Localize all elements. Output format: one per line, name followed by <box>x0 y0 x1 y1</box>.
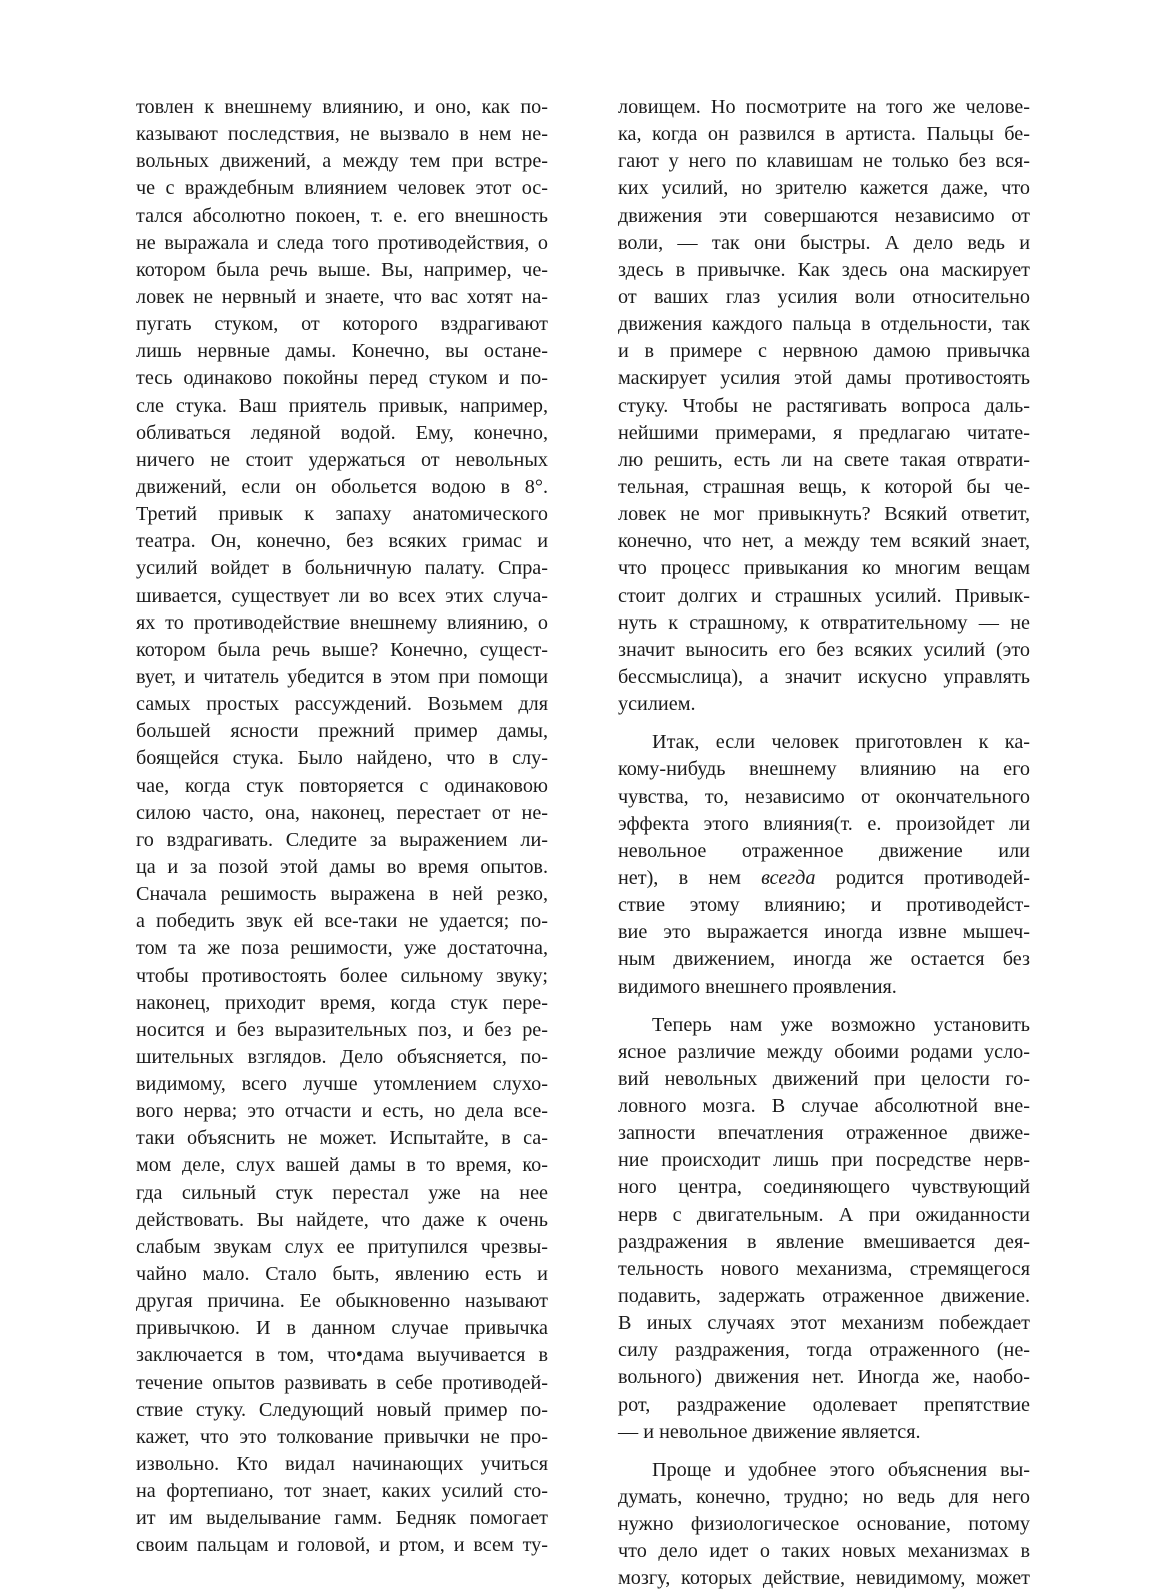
text-line: В иных случаях этот механизм побеждает <box>618 1312 1030 1335</box>
text-line: слабым звукам слух ее притупился чрезвы- <box>136 1235 548 1258</box>
text-line: маскирует усилия этой дамы противостоять <box>618 367 1030 390</box>
text-line: своим пальцам и головой, и ртом, и всем ту- <box>136 1534 548 1557</box>
text-line: го вздрагивать. Следите за выражением ли- <box>136 828 548 851</box>
text-line: видимого внешнего проявления. <box>618 975 897 998</box>
text-line: ит им выделывание гамм. Бедняк помогает <box>136 1507 548 1530</box>
text-line: стуку. Чтобы не растягивать вопроса даль- <box>618 394 1030 417</box>
text-line: думать, конечно, трудно; но ведь для него <box>618 1486 1030 1509</box>
text-line: вольных движений, а между тем при встре- <box>136 150 548 173</box>
text-line: Проще и удобнее этого объяснения вы- <box>652 1458 1030 1481</box>
text-line: Третий привык к запаху анатомического <box>136 503 548 526</box>
paragraph-2 <box>618 729 1030 1000</box>
text-line: наконец, приходит время, когда стук пере- <box>136 991 548 1014</box>
text-line: заключается в том, что•дама выучивается в <box>136 1344 548 1367</box>
text-line: действовать. Вы найдете, что даже к очень <box>136 1208 548 1231</box>
text-line: ного центра, соединяющего чувствующий <box>618 1176 1030 1199</box>
text-line: ничего не стоит удержаться от невольных <box>136 448 548 471</box>
paragraph-1 <box>618 94 1030 718</box>
text-line: — и невольное движение является. <box>618 1420 921 1443</box>
text-line: пугать стуком, от которого вздрагивают <box>136 313 548 336</box>
text-line: раздражения в явление вмешивается дея- <box>618 1230 1030 1253</box>
text-line: вольного) движения нет. Иногда же, наобо- <box>618 1366 1030 1389</box>
text-line: нуть к страшному, к отвратительному — не <box>618 611 1030 634</box>
text-line: движения эти совершаются независимо от <box>618 204 1030 227</box>
text-fragment: родится противодей- <box>815 866 1030 889</box>
text-line: другая причина. Ее обыкновенно называют <box>136 1290 548 1313</box>
text-line: движений, если он обольется водою в 8°. <box>136 475 548 498</box>
text-line: не выражала и следа того противодействия, о <box>136 231 548 254</box>
text-line: запности впечатления отраженное движе- <box>618 1122 1030 1145</box>
text-line: нужно физиологическое основание, потому <box>618 1513 1030 1536</box>
text-fragment: нет), в нем <box>618 866 762 889</box>
left-column <box>136 94 548 1560</box>
text-line: котором была речь выше? Конечно, сущест- <box>136 638 548 661</box>
text-line: театра. Он, конечно, без всяких гримас и <box>136 530 548 553</box>
text-line: мом деле, слух вашей дамы в то время, ко- <box>136 1154 548 1177</box>
paragraph-4 <box>618 1457 1030 1593</box>
text-line: сле стука. Ваш приятель привык, например, <box>136 394 548 417</box>
text-line: ловищем. Но посмотрите на того же челове- <box>618 96 1030 118</box>
text-line: воли, — так они быстры. А дело ведь и <box>618 231 1030 254</box>
text-line: рот, раздражение одолевает препятствие <box>618 1393 1030 1416</box>
text-line: ях то противодействие внешнему влиянию, о <box>136 611 548 634</box>
text-line: Итак, если человек приготовлен к ка- <box>652 731 1030 754</box>
text-line: большей ясности прежний пример дамы, <box>136 720 548 743</box>
text-line: носится и без выразительных поз, и без ре- <box>136 1018 548 1041</box>
text-line: шивается, существует ли во всех этих случа- <box>136 584 548 607</box>
text-line: казывают последствия, не вызвало в нем не- <box>136 123 548 146</box>
text-line: что процесс привыкания ко многим вещам <box>618 557 1030 580</box>
text-line: нерв с двигательным. А при ожиданности <box>618 1203 1030 1226</box>
text-line: на фортепиано, тот знает, каких усилий сто- <box>136 1480 548 1503</box>
text-line: гда сильный стук перестал уже на нее <box>136 1181 548 1204</box>
text-line: бессмыслица), а значит искусно управлять <box>618 665 1030 688</box>
text-line: вие это выражается иногда извне мышеч- <box>618 921 1030 944</box>
text-line: чае, когда стук повторяется с одинаковою <box>136 774 548 797</box>
text-line: конечно, что нет, а между тем всякий знает, <box>618 530 1030 553</box>
emphasis-word: всегда <box>761 866 816 889</box>
text-line: стоит долгих и страшных усилий. Привык- <box>618 584 1030 607</box>
text-line: лишь нервные дамы. Конечно, вы останe- <box>136 340 548 363</box>
text-line: силою часто, она, наконец, перестает от не- <box>136 801 548 824</box>
text-line: чайно мало. Стало быть, явлению есть и <box>136 1263 548 1286</box>
text-line: усилием. <box>618 693 696 716</box>
text-line: ловного мозга. В случае абсолютной вне- <box>618 1095 1030 1118</box>
text-line: движения каждого пальца в отдельности, так <box>618 313 1030 336</box>
text-line: ствие этому влиянию; и противодейст- <box>618 894 1030 917</box>
text-line: вует, и читатель убедится в этом при помощи <box>136 665 548 688</box>
text-line: самых простых рассуждений. Возьмем для <box>136 693 548 716</box>
text-line: шительных взглядов. Дело объясняется, по- <box>136 1045 548 1068</box>
text-line: извольно. Кто видал начинающих учиться <box>136 1453 548 1476</box>
text-line: Сначала решимость выражена в ней резко, <box>136 883 548 906</box>
text-line: нейшими примерами, я предлагаю читате- <box>618 421 1030 444</box>
text-line: течение опытов развивать в себе противодей- <box>136 1371 548 1394</box>
text-line: чтобы противостоять более сильному звуку; <box>136 964 548 987</box>
text-line: а победить звук ей все-таки не удается; по- <box>136 910 548 933</box>
text-line: че с враждебным влиянием человек этот ос- <box>136 177 548 200</box>
text-line: гают у него по клавишам не только без вся- <box>618 150 1030 173</box>
text-line: кому-нибудь внешнему влиянию на его <box>618 758 1030 781</box>
text-line: ловек не нервный и знаете, что вас хотят на- <box>136 285 548 308</box>
text-line: боящейся стука. Было найдено, что в слу- <box>136 747 548 770</box>
text-line: ких усилий, но зрителю кажется даже, что <box>618 177 1030 200</box>
text-line: котором была речь выше. Вы, например, че- <box>136 258 548 281</box>
text-line: ние происходит лишь при посредстве нерв- <box>618 1149 1030 1172</box>
text-line: тесь одинаково покойны перед стуком и по- <box>136 367 548 390</box>
text-line: лю решить, есть ли на свете такая отврати- <box>618 448 1030 471</box>
text-line: усилий войдет в больничную палату. Спра- <box>136 557 548 580</box>
right-column <box>618 94 1030 1593</box>
text-line: товлен к внешнему влиянию, и оно, как по- <box>136 96 548 118</box>
text-line-with-emphasis <box>618 865 1030 892</box>
text-line: вого нерва; это отчасти и есть, но дела все- <box>136 1100 548 1123</box>
text-line: подавить, задержать отраженное движение. <box>618 1285 1030 1308</box>
text-line: ным движением, иногда же остается без <box>618 948 1030 971</box>
text-line: силу раздражения, тогда отраженного (не- <box>618 1339 1030 1362</box>
text-line: привычкою. И в данном случае привычка <box>136 1317 548 1340</box>
text-line: таки объяснить не может. Испытайте, в са- <box>136 1127 548 1150</box>
text-line: эффекта этого влияния(т. е. произойдет ли <box>618 812 1030 835</box>
text-line: и в примере с нервною дамою привычка <box>618 340 1030 363</box>
text-line: ясное различие между обоими родами усло- <box>618 1040 1030 1063</box>
text-line: вий невольных движений при целости го- <box>618 1067 1030 1090</box>
text-line: мозгу, которых действие, невидимому, может <box>618 1567 1030 1590</box>
text-line: тельность нового механизма, стремящегося <box>618 1257 1030 1280</box>
text-line: Теперь нам уже возможно установить <box>652 1013 1030 1036</box>
text-line: чувства, то, независимо от окончательного <box>618 785 1030 808</box>
text-line: значит выносить его без всяких усилий (это <box>618 638 1030 661</box>
text-line: тельная, страшная вещь, к которой бы че- <box>618 475 1030 498</box>
paragraph-3 <box>618 1012 1030 1446</box>
text-line: ловек не мог привыкнуть? Всякий ответит, <box>618 503 1030 526</box>
text-line: ка, когда он развился в артиста. Пальцы бе- <box>618 123 1030 146</box>
text-line: видимому, всего лучше утомлением слухо- <box>136 1073 548 1096</box>
text-line: от ваших глаз усилия воли относительно <box>618 285 1030 308</box>
text-line: тался абсолютно покоен, т. е. его внешность <box>136 204 548 227</box>
text-line: ца и за позой этой дамы во время опытов. <box>136 855 548 878</box>
text-line: том та же поза решимости, уже достаточна, <box>136 937 548 960</box>
text-line: кажет, что это толкование привычки не про- <box>136 1425 548 1448</box>
text-line: здесь в привычке. Как здесь она маскирует <box>618 258 1030 281</box>
text-line: что дело идет о таких новых механизмах в <box>618 1540 1030 1563</box>
text-line: невольное отраженное движение или <box>618 839 1030 862</box>
text-line: ствие стуку. Следующий новый пример по- <box>136 1398 548 1421</box>
text-line: обливаться ледяной водой. Ему, конечно, <box>136 421 548 444</box>
